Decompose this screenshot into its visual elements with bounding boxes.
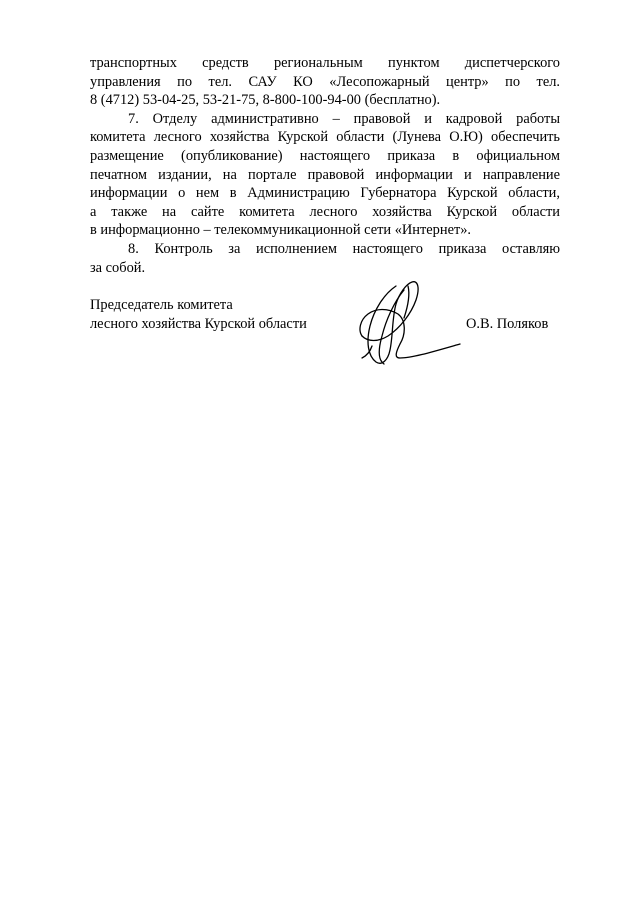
paragraph-7-line-6: а также на сайте комитета лесного хозяйства Курской области [90, 203, 560, 220]
paragraph-6-line-3: 8 (4712) 53-04-25, 53-21-75, 8-800-100-94-00 (бесплатно). [90, 92, 441, 109]
signer-position-line-1: Председатель комитета [90, 297, 233, 313]
paragraph-7-line-1: 7. Отделу административно – правовой и кадровой работы [128, 110, 560, 127]
paragraph-7-line-2: комитета лесного хозяйства Курской области (Лунева О.Ю) обеспечить [90, 129, 560, 146]
paragraph-7-line-4: печатном издании, на портале правовой информации и направление [90, 166, 560, 183]
paragraph-7-line-7: в информационно – телекоммуникационной сети «Интернет». [90, 222, 472, 239]
document-body [90, 54, 560, 277]
handwritten-signature [348, 276, 463, 368]
paragraph-6-line-1: транспортных средств региональным пунктом диспетчерского [90, 55, 560, 71]
paragraph-7-line-5: информации о нем в Администрацию Губернатора Курской области, [90, 185, 560, 202]
signer-name: О.В. Поляков [466, 316, 549, 332]
paragraph-6-line-2: управления по тел. САУ КО «Лесопожарный центр» по тел. [90, 73, 560, 90]
paragraph-8-line-2: за собой. [90, 259, 146, 276]
signer-position [90, 296, 390, 333]
signer-position-line-2: лесного хозяйства Курской области [90, 315, 307, 332]
paragraph-7-line-3: размещение (опубликование) настоящего приказа в официальном [90, 147, 560, 164]
paragraph-8-line-1: 8. Контроль за исполнением настоящего приказа оставляю [128, 240, 560, 257]
